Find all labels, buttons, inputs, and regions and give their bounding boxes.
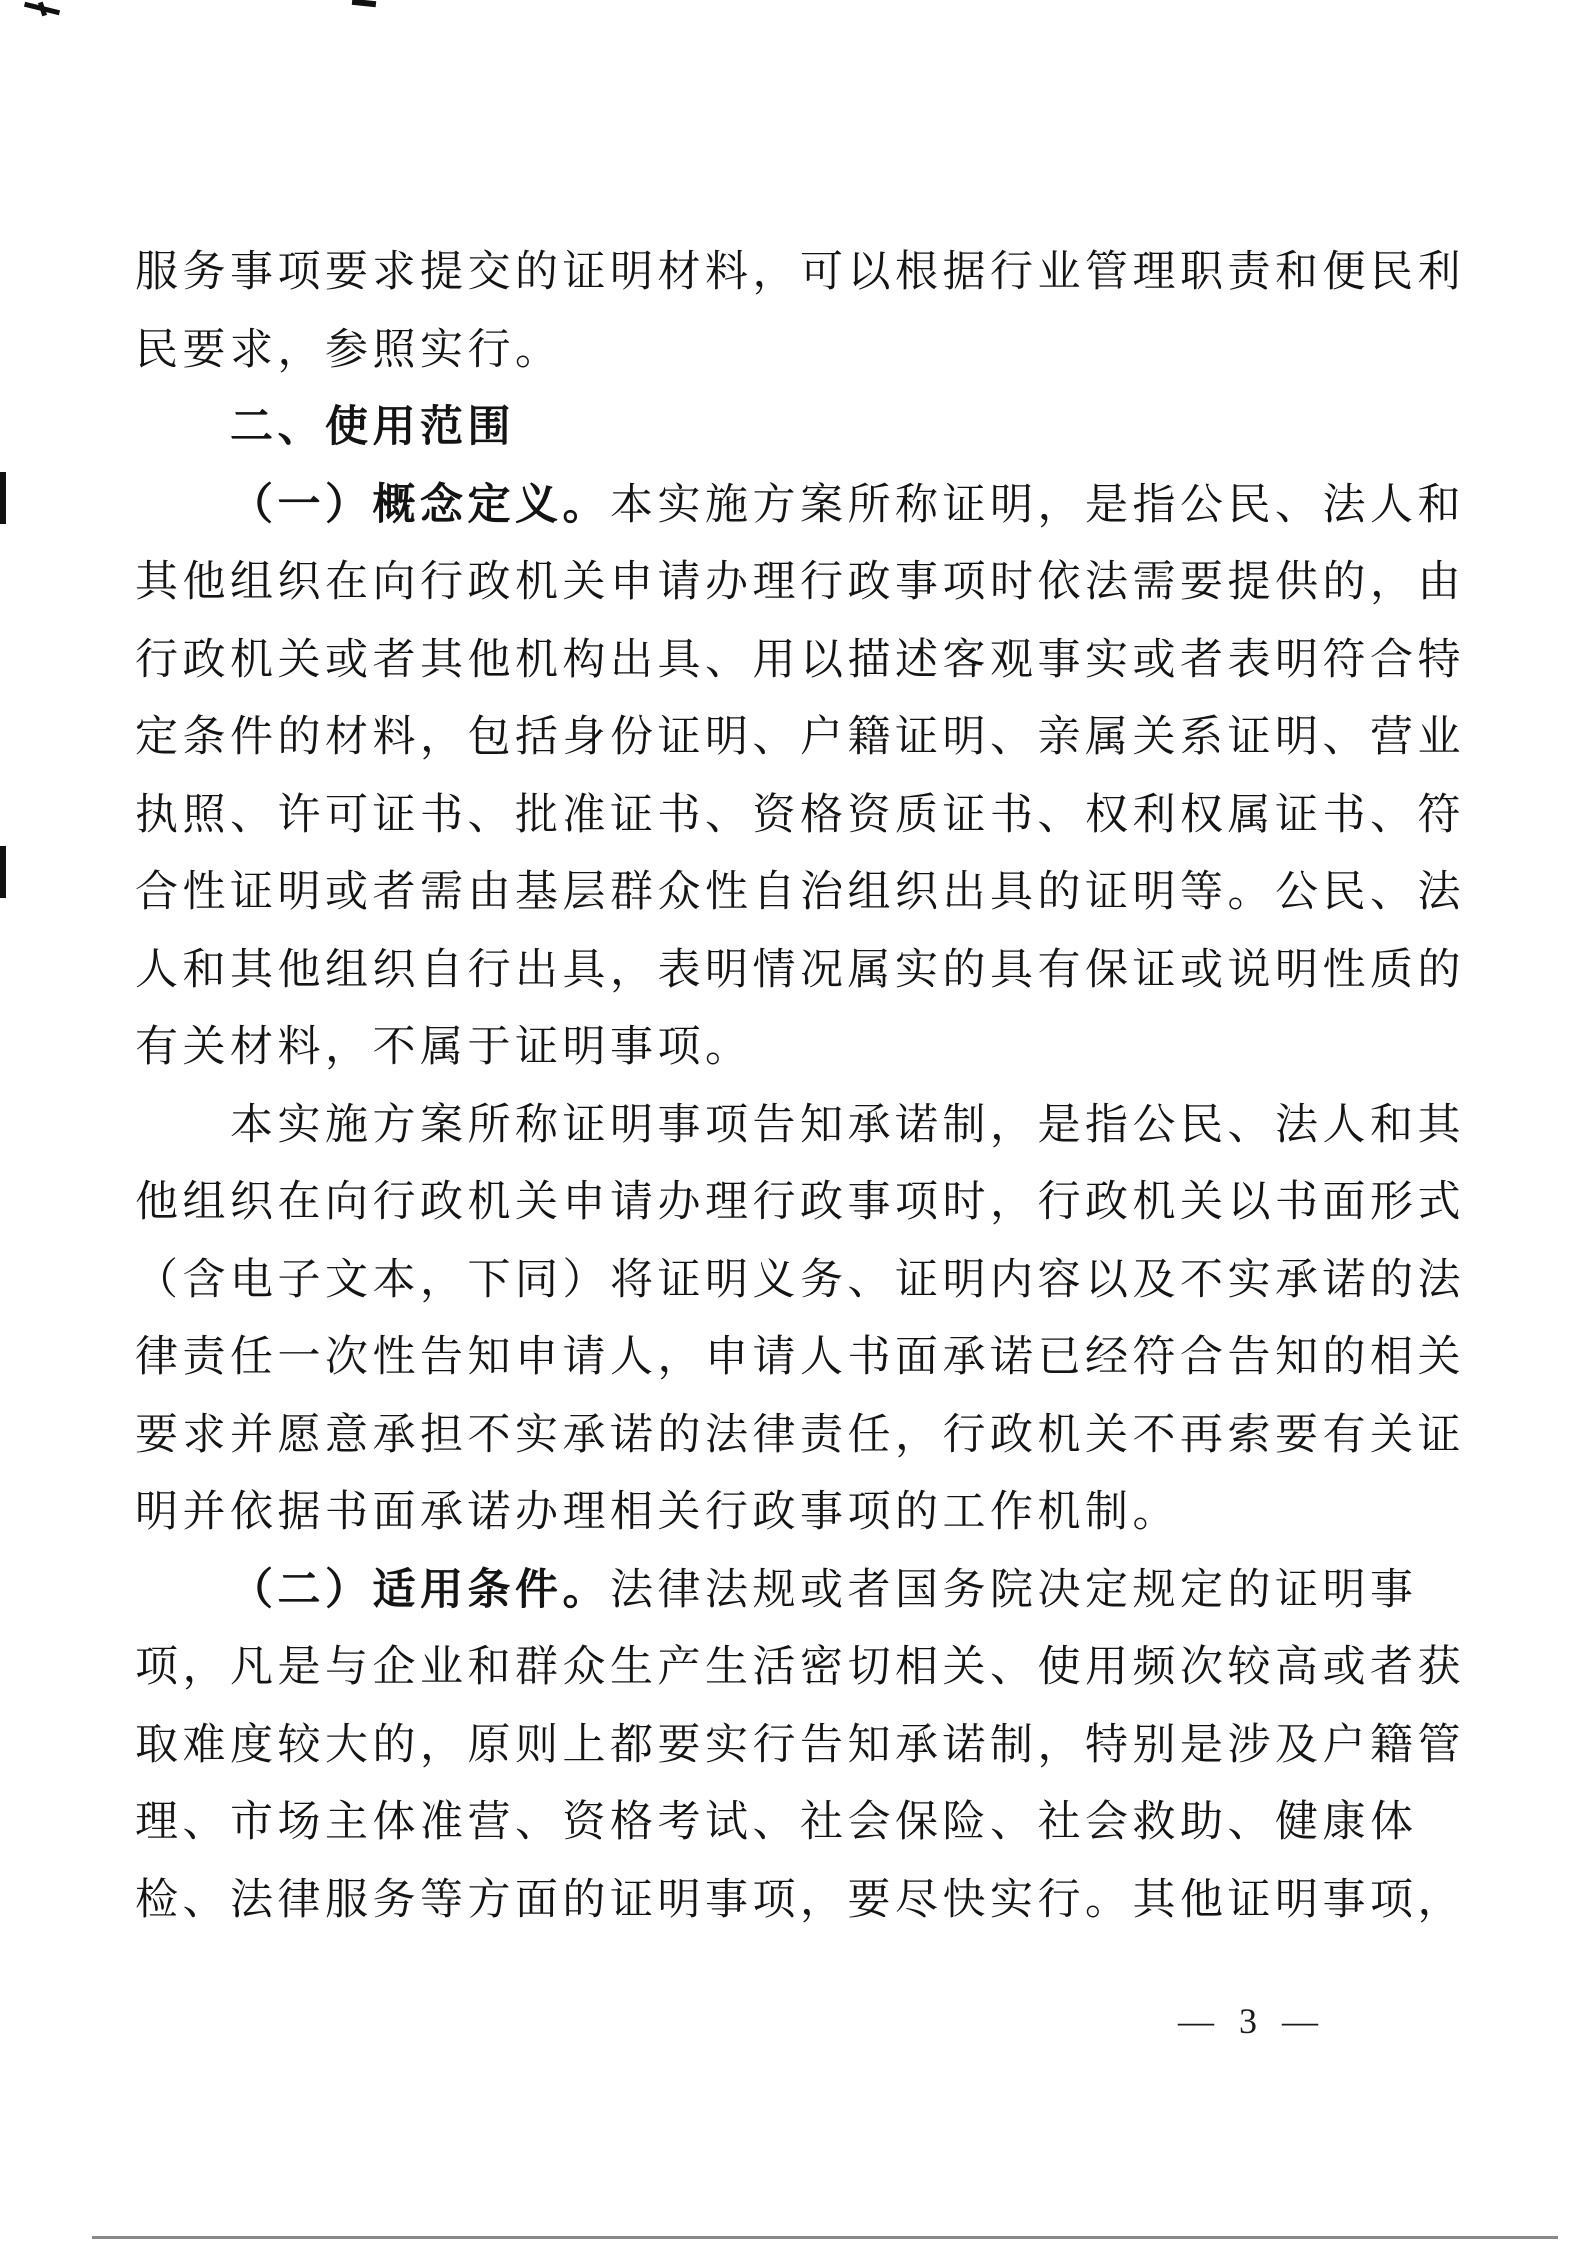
text-line <box>135 699 1480 777</box>
text-segment: 本实施方案所称证明事项告知承诺制，是指公民、法人和其 <box>230 1101 1465 1149</box>
text-segment: 理、市场主体准营、资格考试、社会保险、社会救助、健康体 <box>135 1799 1418 1846</box>
page-number: — 3 — <box>1178 2001 1326 2041</box>
text-segment: 检、法律服务等方面的证明事项，要尽快实行。其他证明事项， <box>135 1876 1465 1924</box>
text-line <box>135 1009 1480 1087</box>
text-segment: 取难度较大的，原则上都要实行告知承诺制，特别是涉及户籍管 <box>135 1721 1465 1769</box>
text-line <box>135 1629 1480 1707</box>
text-line <box>135 1397 1480 1475</box>
text-line <box>135 312 1480 390</box>
text-segment: 项，凡是与企业和群众生产生活密切相关、使用频次较高或者获 <box>135 1644 1465 1691</box>
scan-artifact-left-edge <box>0 846 6 898</box>
text-line <box>135 1474 1480 1552</box>
text-line <box>135 1242 1480 1320</box>
text-line <box>135 1862 1480 1940</box>
text-line <box>135 1319 1480 1397</box>
text-segment: （含电子文本，下同）将证明义务、证明内容以及不实承诺的法 <box>135 1256 1465 1304</box>
text-segment: 本实施方案所称证明，是指公民、法人和 <box>610 481 1465 529</box>
text-segment: 明并依据书面承诺办理相关行政事项的工作机制。 <box>135 1489 1180 1536</box>
text-segment: 有关材料，不属于证明事项。 <box>135 1024 753 1071</box>
text-segment: 要求并愿意承担不实承诺的法律责任，行政机关不再索要有关证 <box>135 1411 1465 1459</box>
scan-artifact-left-edge <box>0 472 6 524</box>
text-line <box>135 777 1480 855</box>
text-segment: 民要求，参照实行。 <box>135 326 563 374</box>
text-segment: 法律法规或者国务院决定规定的证明事 <box>610 1566 1418 1614</box>
text-segment: 他组织在向行政机关申请办理行政事项时，行政机关以书面形式 <box>135 1179 1465 1226</box>
text-segment: 执照、许可证书、批准证书、资格资质证书、权利权属证书、符 <box>135 791 1465 839</box>
bold-text-segment: （二）适用条件。 <box>230 1566 610 1614</box>
text-line <box>135 1087 1480 1165</box>
text-line <box>135 544 1480 622</box>
text-line <box>135 234 1480 312</box>
bold-text-segment: 二、使用范围 <box>230 404 515 451</box>
scan-artifact-top <box>352 0 376 7</box>
bold-text-segment: （一）概念定义。 <box>230 481 610 529</box>
text-segment: 合性证明或者需由基层群众性自治组织出具的证明等。公民、法 <box>135 869 1465 916</box>
text-line <box>135 389 1480 467</box>
document-body <box>135 234 1480 1939</box>
text-segment: 其他组织在向行政机关申请办理行政事项时依法需要提供的，由 <box>135 559 1465 606</box>
text-line <box>135 932 1480 1010</box>
text-segment: 人和其他组织自行出具，表明情况属实的具有保证或说明性质的 <box>135 946 1465 994</box>
scan-artifact-bottom-line <box>92 2236 1558 2239</box>
text-line <box>135 467 1480 545</box>
text-segment: 服务事项要求提交的证明材料，可以根据行业管理职责和便民利 <box>135 249 1465 296</box>
text-line <box>135 1164 1480 1242</box>
text-line <box>135 854 1480 932</box>
text-segment: 定条件的材料，包括身份证明、户籍证明、亲属关系证明、营业 <box>135 714 1465 761</box>
text-line <box>135 1552 1480 1630</box>
text-segment: 律责任一次性告知申请人，申请人书面承诺已经符合告知的相关 <box>135 1334 1465 1381</box>
text-line <box>135 1784 1480 1862</box>
text-line <box>135 1707 1480 1785</box>
text-line <box>135 622 1480 700</box>
text-segment: 行政机关或者其他机构出具、用以描述客观事实或者表明符合特 <box>135 636 1465 684</box>
